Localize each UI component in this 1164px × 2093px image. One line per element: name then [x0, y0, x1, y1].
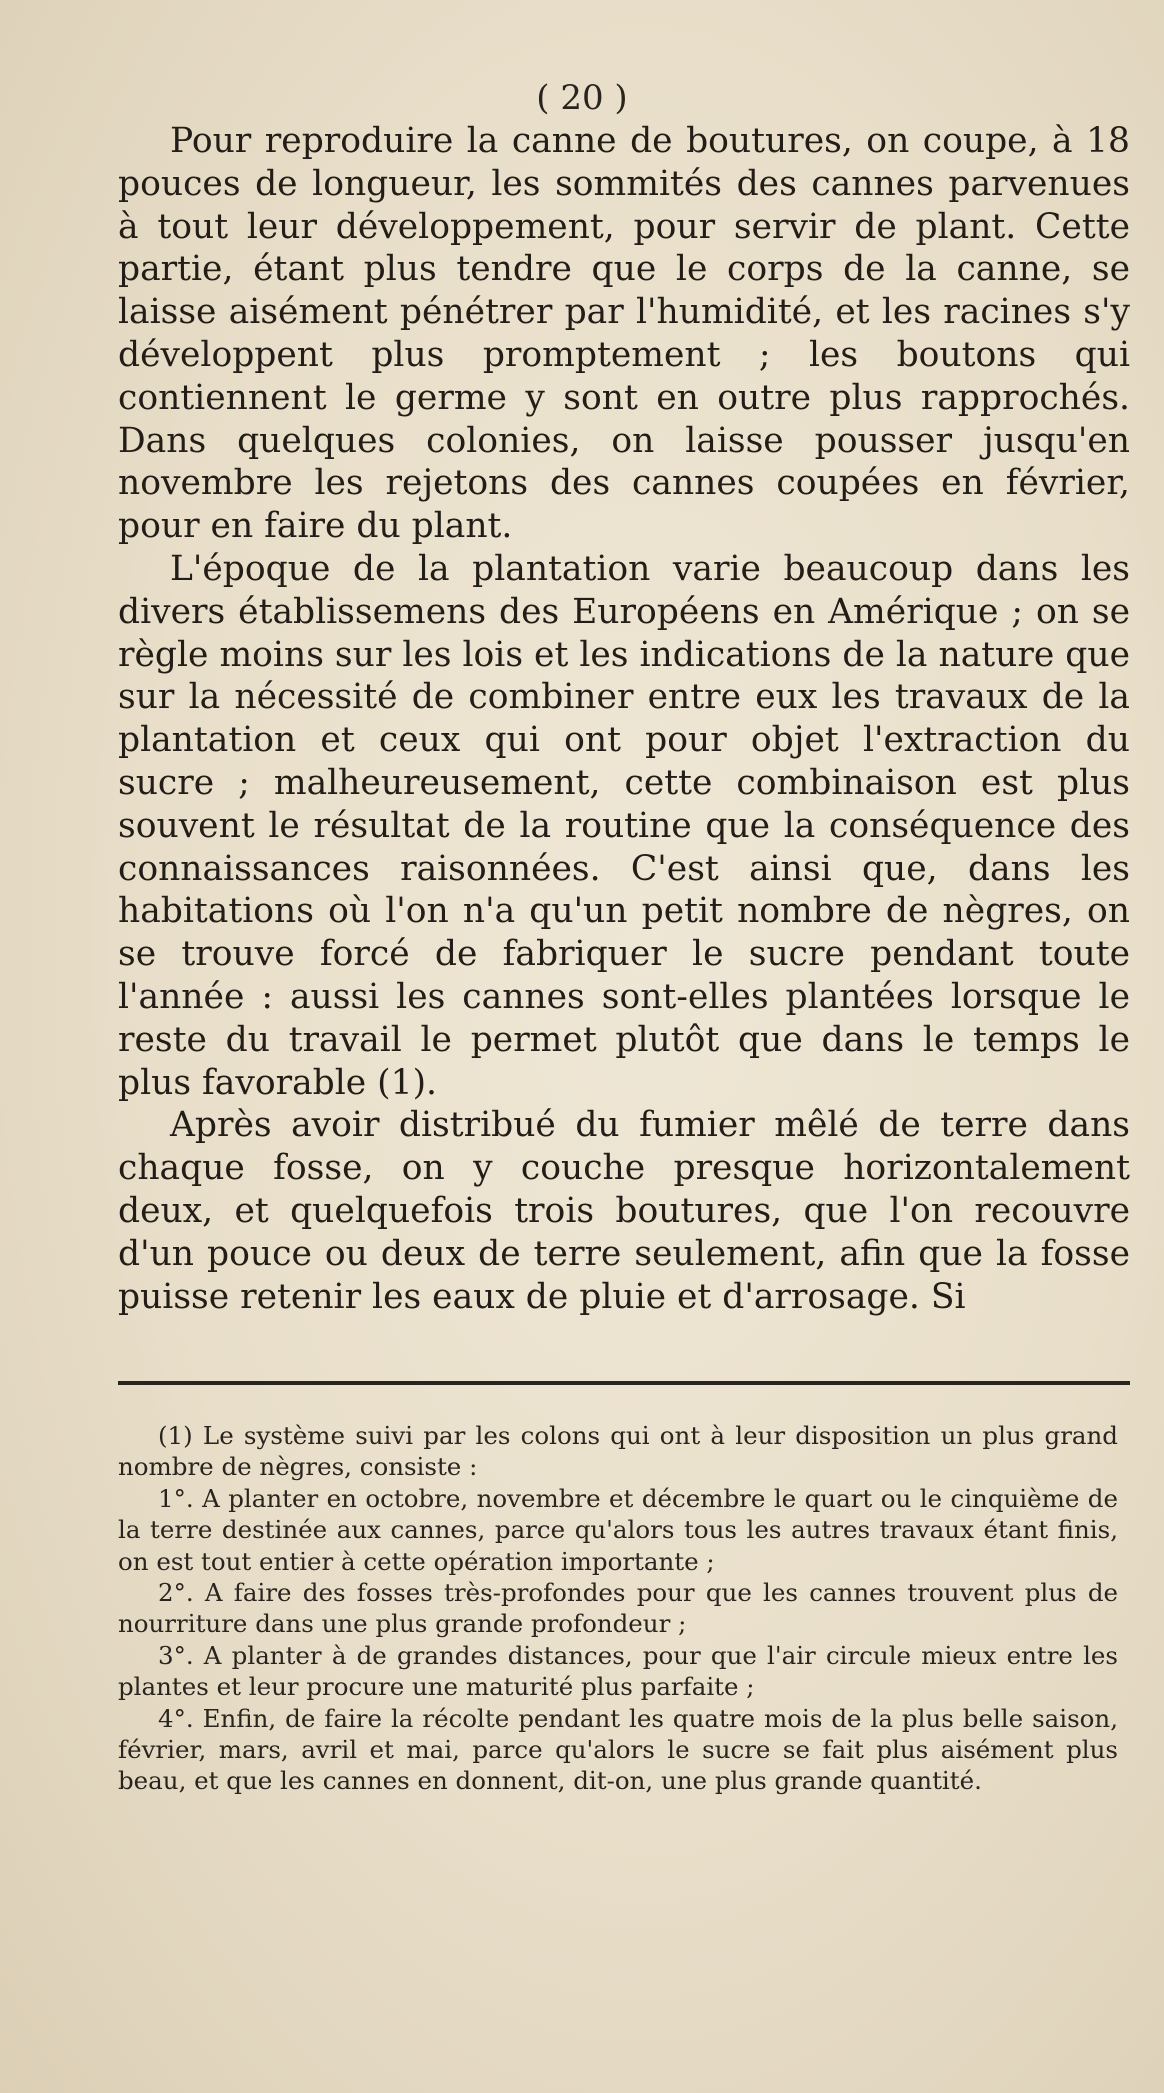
paragraph-fumier: Après avoir distribué du fumier mêlé de terre dans chaque fosse, on y couche presque horizontalement deux, et quelquefois trois boutures, que l'on recouvre d'un pouce ou deux de terre seulement, afin que la fosse puisse retenir les eaux de pluie et d'arrosage. Si — [118, 1105, 1130, 1317]
paragraph-epoque-plantation: L'époque de la plantation varie beaucoup dans les divers établissemens des Européens en Amérique ; on se règle moins sur les lois et les indications de la nature que sur la nécessité de combiner entre eux les travaux de la plantation et ceux qui ont pour objet l'extraction du sucre ; malheureusement, cette combinaison est plus souvent le résultat de la routine que la conséquence des connaissances raisonnées. C'est ainsi que, dans les habitations où l'on n'a qu'un petit nombre de nègres, on se trouve forcé de fabriquer le sucre pendant toute l'année : aussi les cannes sont-elles plantées lorsque le reste du travail le permet plutôt que dans le temps le plus favorable (1). — [118, 548, 1130, 1103]
footnote-item-4: 4°. Enfin, de faire la récolte pendant les quatre mois de la plus belle saison, février, mars, avril et mai, parce qu'alors le sucre se fait plus aisément plus beau, et que les cannes en donnent, dit-on, une plus grande quantité. — [118, 1703, 1118, 1796]
footnote-item-3: 3°. A planter à de grandes distances, pour que l'air circule mieux entre les plantes et leur procure une maturité plus parfaite ; — [118, 1640, 1118, 1702]
footnote-item-1: 1°. A planter en octobre, novembre et décembre le quart ou le cinquième de la terre destinée aux cannes, parce qu'alors tous les autres travaux étant finis, on est tout entier à cette opération importante ; — [118, 1483, 1118, 1576]
footnote-item-2: 2°. A faire des fosses très-profondes pour que les cannes trouvent plus de nourriture dans une plus grande profondeur ; — [118, 1578, 1118, 1639]
footnote-intro: (1) Le système suivi par les colons qui ont à leur disposition un plus grand nombre de nègres, consiste : — [118, 1421, 1118, 1482]
footnote-separator-rule — [118, 1381, 1130, 1385]
footnotes — [118, 1420, 1118, 1797]
page-number: ( 20 ) — [536, 78, 628, 118]
paragraph-boutures: Pour reproduire la canne de boutures, on coupe, à 18 pouces de longueur, les sommités des cannes parvenues à tout leur développement, pour servir de plant. Cette partie, étant plus tendre que le corps de la canne, se laisse aisément pénétrer par l'humidité, et les racines s'y développent plus promptement ; les boutons qui contiennent le germe y sont en outre plus rapprochés. Dans quelques colonies, on laisse pousser jusqu'en novembre les rejetons des cannes coupées en février, pour en faire du plant. — [118, 121, 1130, 547]
main-text — [118, 120, 1130, 1318]
